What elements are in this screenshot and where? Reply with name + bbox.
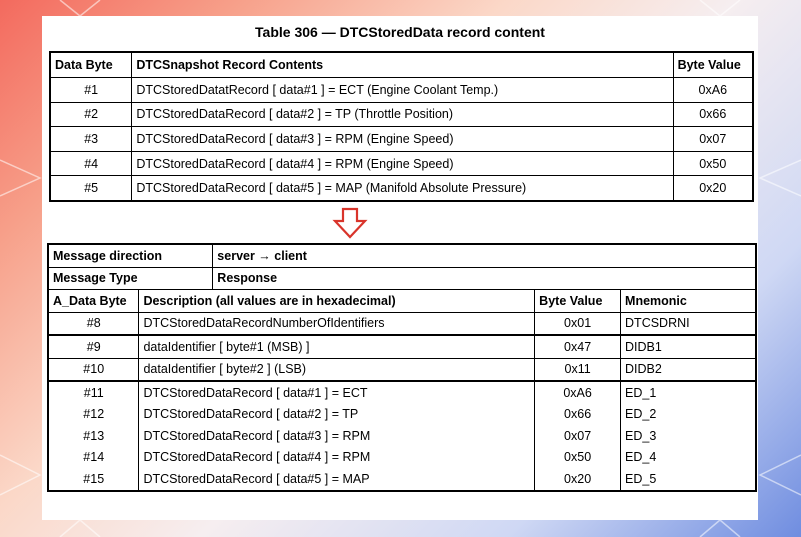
- table-row: [50, 151, 753, 176]
- header-record-contents: DTCSnapshot Record Contents: [132, 52, 673, 78]
- description-cell: DTCStoredDataRecord [ data#1 ] = ECT: [139, 381, 535, 404]
- a-data-byte-cell: #12: [48, 404, 139, 426]
- byte-value-cell: 0x50: [673, 151, 753, 176]
- byte-value-cell: 0x47: [535, 335, 621, 358]
- header-data-byte: Data Byte: [50, 52, 132, 78]
- table-row: [48, 312, 756, 335]
- record-contents-cell: DTCStoredDatatRecord [ data#1 ] = ECT (Engine Coolant Temp.): [132, 78, 673, 103]
- a-data-byte-cell: #10: [48, 358, 139, 381]
- message-type-label: Message Type: [48, 267, 213, 290]
- byte-value-cell: 0x66: [673, 102, 753, 127]
- a-data-byte-cell: #14: [48, 447, 139, 469]
- data-byte-cell: #3: [50, 127, 132, 152]
- table-row: [48, 425, 756, 447]
- byte-value-cell: 0x50: [535, 447, 621, 469]
- a-data-byte-cell: #11: [48, 381, 139, 404]
- description-cell: DTCStoredDataRecordNumberOfIdentifiers: [139, 312, 535, 335]
- data-byte-cell: #2: [50, 102, 132, 127]
- data-byte-cell: #5: [50, 176, 132, 201]
- header-description: Description (all values are in hexadecimal): [139, 290, 535, 313]
- byte-value-cell: 0x11: [535, 358, 621, 381]
- byte-value-cell: 0x20: [535, 468, 621, 491]
- message-type-row: [48, 267, 756, 290]
- snapshot-record-table: [49, 51, 754, 202]
- mnemonic-cell: ED_2: [621, 404, 756, 426]
- record-contents-cell: DTCStoredDataRecord [ data#4 ] = RPM (Engine Speed): [132, 151, 673, 176]
- table-header-row: [48, 290, 756, 313]
- byte-value-cell: 0x07: [535, 425, 621, 447]
- record-contents-cell: DTCStoredDataRecord [ data#5 ] = MAP (Manifold Absolute Pressure): [132, 176, 673, 201]
- a-data-byte-cell: #15: [48, 468, 139, 491]
- header-a-data-byte: A_Data Byte: [48, 290, 139, 313]
- byte-value-cell: 0x20: [673, 176, 753, 201]
- mnemonic-cell: ED_1: [621, 381, 756, 404]
- description-cell: DTCStoredDataRecord [ data#2 ] = TP: [139, 404, 535, 426]
- byte-value-cell: 0x07: [673, 127, 753, 152]
- table-row: [50, 78, 753, 103]
- header-byte-value: Byte Value: [535, 290, 621, 313]
- a-data-byte-cell: #13: [48, 425, 139, 447]
- byte-value-cell: 0xA6: [673, 78, 753, 103]
- a-data-byte-cell: #9: [48, 335, 139, 358]
- table-row: [50, 102, 753, 127]
- record-contents-cell: DTCStoredDataRecord [ data#2 ] = TP (Throttle Position): [132, 102, 673, 127]
- description-cell: DTCStoredDataRecord [ data#5 ] = MAP: [139, 468, 535, 491]
- table-row: [50, 127, 753, 152]
- mnemonic-cell: DIDB2: [621, 358, 756, 381]
- byte-value-cell: 0x66: [535, 404, 621, 426]
- table-row: [48, 381, 756, 404]
- message-direction-row: [48, 244, 756, 267]
- table-row: [48, 404, 756, 426]
- response-message-table: [47, 243, 757, 492]
- table-row: [48, 335, 756, 358]
- table-row: [48, 447, 756, 469]
- description-cell: dataIdentifier [ byte#2 ] (LSB): [139, 358, 535, 381]
- data-byte-cell: #4: [50, 151, 132, 176]
- mnemonic-cell: ED_3: [621, 425, 756, 447]
- table-row: [48, 358, 756, 381]
- table-row: [48, 468, 756, 491]
- mnemonic-cell: ED_5: [621, 468, 756, 491]
- table-title: Table 306 — DTCStoredData record content: [255, 24, 545, 40]
- description-cell: dataIdentifier [ byte#1 (MSB) ]: [139, 335, 535, 358]
- message-direction-label: Message direction: [48, 244, 213, 267]
- down-arrow-icon: [332, 207, 368, 239]
- a-data-byte-cell: #8: [48, 312, 139, 335]
- message-direction-value: server → client: [213, 244, 756, 267]
- mnemonic-cell: DIDB1: [621, 335, 756, 358]
- table-row: [50, 176, 753, 201]
- message-type-value: Response: [213, 267, 756, 290]
- header-byte-value: Byte Value: [673, 52, 753, 78]
- byte-value-cell: 0xA6: [535, 381, 621, 404]
- header-mnemonic: Mnemonic: [621, 290, 756, 313]
- description-cell: DTCStoredDataRecord [ data#3 ] = RPM: [139, 425, 535, 447]
- table-header-row: [50, 52, 753, 78]
- description-cell: DTCStoredDataRecord [ data#4 ] = RPM: [139, 447, 535, 469]
- record-contents-cell: DTCStoredDataRecord [ data#3 ] = RPM (Engine Speed): [132, 127, 673, 152]
- byte-value-cell: 0x01: [535, 312, 621, 335]
- document-page: [42, 16, 758, 520]
- mnemonic-cell: DTCSDRNI: [621, 312, 756, 335]
- mnemonic-cell: ED_4: [621, 447, 756, 469]
- data-byte-cell: #1: [50, 78, 132, 103]
